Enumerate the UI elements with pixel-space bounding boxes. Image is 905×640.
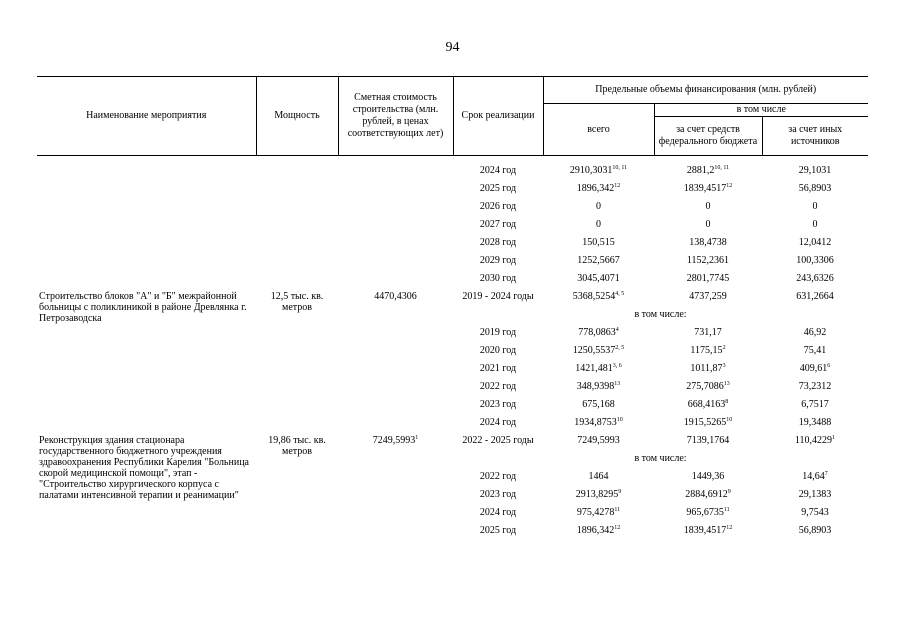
other-cell-value: 409,61	[799, 363, 828, 374]
total-cell-value: 1250,5537	[572, 345, 616, 356]
period-cell: 2019 - 2024 годы	[462, 291, 534, 302]
project-cost	[338, 288, 453, 432]
period-cell: 2025 год	[479, 525, 517, 536]
total-cell-footnote: 12	[614, 525, 621, 531]
period-cell: 2023 год	[479, 489, 517, 500]
other-cell-value: 19,3488	[798, 417, 832, 428]
table-row	[37, 432, 868, 450]
empty-cell	[37, 216, 256, 234]
other-cell-value: 75,41	[803, 345, 827, 356]
federal-cell-value: 275,7086	[686, 381, 724, 392]
empty-cell	[338, 252, 453, 270]
federal-cell-value: 1175,15	[690, 345, 723, 356]
period-cell: 2028 год	[479, 237, 517, 248]
other-cell	[762, 378, 868, 396]
total-cell-value: 1934,8753	[574, 417, 617, 428]
empty-cell	[256, 270, 338, 288]
federal-cell-value: 668,4163	[687, 399, 726, 410]
federal-cell-footnote: 3	[722, 363, 726, 369]
other-cell-value: 12,0412	[798, 237, 832, 248]
federal-cell-value: 0	[705, 219, 711, 230]
other-cell-value: 0	[812, 201, 818, 212]
other-cell-value: 29,1031	[798, 165, 832, 176]
federal-cell-value: 138,4738	[689, 237, 727, 248]
total-cell	[543, 432, 654, 450]
federal-cell-value: 1152,2361	[686, 255, 730, 266]
other-cell	[762, 414, 868, 432]
empty-cell	[256, 198, 338, 216]
period-cell: 2024 год	[479, 417, 517, 428]
empty-cell	[37, 180, 256, 198]
total-cell-footnote: 2, 5	[615, 345, 625, 351]
header-capacity: Мощность	[256, 77, 338, 156]
other-cell	[762, 342, 868, 360]
federal-cell-value: 2801,7745	[686, 273, 730, 284]
federal-cell-value: 1449,36	[691, 471, 725, 482]
total-cell-value: 1421,481	[575, 363, 613, 374]
total-cell	[543, 378, 654, 396]
empty-cell	[338, 180, 453, 198]
period-cell: 2019 год	[479, 327, 517, 338]
other-cell-value: 6,7517	[801, 399, 829, 410]
empty-cell	[256, 216, 338, 234]
other-cell	[762, 270, 868, 288]
federal-cell	[654, 360, 762, 378]
header-name: Наименование мероприятия	[37, 77, 256, 156]
federal-cell	[654, 162, 762, 180]
other-cell	[762, 324, 868, 342]
empty-cell	[256, 162, 338, 180]
project-name: Реконструкция здания стационара государственного бюджетного учреждения здравоохранения Республики Карелия "Больница скорой медицинской помощи", этап - "Строительство хирургического корпуса с палатами интенсивной терапии и реанимации"	[39, 435, 249, 501]
header-funding: Предельные объемы финансирования (млн. рублей)	[543, 77, 868, 104]
total-cell-value: 975,4278	[576, 507, 615, 518]
total-cell-value: 778,0863	[578, 327, 616, 338]
total-cell-footnote: 11	[614, 507, 621, 513]
other-cell-value: 73,2312	[798, 381, 832, 392]
total-cell-value: 1252,5667	[577, 255, 620, 266]
other-cell	[762, 432, 868, 450]
total-cell-value: 1896,342	[576, 525, 615, 536]
table-row	[37, 270, 868, 288]
federal-cell-value: 1839,4517	[683, 525, 727, 536]
period-cell: 2023 год	[479, 399, 517, 410]
header-period: Срок реализации	[453, 77, 543, 156]
period-cell: 2026 год	[479, 201, 517, 212]
total-cell-footnote: 3, 6	[612, 363, 622, 369]
header-total: всего	[543, 104, 654, 156]
other-cell-value: 56,8903	[798, 525, 832, 536]
federal-cell-value: 4737,259	[689, 291, 727, 302]
period-cell: 2024 год	[479, 507, 517, 518]
other-cell-value: 46,92	[803, 327, 827, 338]
empty-cell	[37, 270, 256, 288]
page-number: 94	[445, 40, 460, 55]
total-cell	[543, 162, 654, 180]
period-cell: 2025 год	[479, 183, 517, 194]
period-cell: 2027 год	[479, 219, 517, 230]
period-cell: 2020 год	[479, 345, 517, 356]
total-cell-footnote: 10, 11	[612, 165, 628, 171]
total-cell-value: 675,168	[582, 399, 615, 410]
period-cell: 2022 год	[479, 471, 517, 482]
other-cell-value: 110,4229	[794, 435, 833, 446]
total-cell	[543, 504, 654, 522]
other-cell	[762, 180, 868, 198]
total-cell	[543, 234, 654, 252]
total-cell-value: 1896,342	[576, 183, 615, 194]
table-body	[37, 156, 868, 541]
federal-cell-footnote: 9	[727, 489, 731, 495]
table-row	[37, 162, 868, 180]
total-cell	[543, 522, 654, 540]
project-cost-value: 4470,4306	[374, 291, 417, 302]
total-cell	[543, 180, 654, 198]
federal-cell-value: 0	[705, 201, 711, 212]
other-cell	[762, 396, 868, 414]
total-cell	[543, 486, 654, 504]
other-cell-value: 631,2664	[796, 291, 834, 302]
federal-cell-footnote: 8	[725, 399, 729, 405]
other-cell-value: 243,6326	[796, 273, 834, 284]
other-cell-value: 56,8903	[798, 183, 832, 194]
total-cell	[543, 288, 654, 306]
header-cost: Сметная стоимость строительства (млн. рублей, в ценах соответствующих лет)	[338, 77, 453, 156]
total-cell-value: 2913,8295	[575, 489, 619, 500]
other-cell-value: 9,7543	[801, 507, 829, 518]
total-cell	[543, 342, 654, 360]
federal-cell-footnote: 10, 11	[714, 165, 730, 171]
empty-cell	[37, 162, 256, 180]
empty-cell	[37, 198, 256, 216]
total-cell-footnote: 4, 5	[615, 291, 625, 297]
total-cell-footnote: 10	[616, 417, 623, 423]
federal-cell	[654, 432, 762, 450]
other-cell	[762, 162, 868, 180]
federal-cell	[654, 234, 762, 252]
federal-cell-value: 2881,2	[686, 165, 715, 176]
including-note: в том числе:	[634, 453, 687, 464]
total-cell-footnote: 13	[614, 381, 621, 387]
total-cell-footnote: 12	[614, 183, 621, 189]
total-cell	[543, 324, 654, 342]
empty-cell	[338, 270, 453, 288]
total-cell	[543, 216, 654, 234]
project-capacity: 12,5 тыс. кв. метров	[270, 291, 324, 313]
other-cell-footnote: 6	[827, 363, 831, 369]
other-cell-footnote: 1	[832, 435, 836, 441]
total-cell	[543, 414, 654, 432]
including-note: в том числе:	[634, 309, 687, 320]
financing-table	[37, 76, 868, 540]
total-cell	[543, 396, 654, 414]
empty-cell	[338, 234, 453, 252]
federal-cell-value: 731,17	[694, 327, 722, 338]
total-cell-value: 0	[596, 201, 601, 212]
total-cell-value: 3045,4071	[577, 273, 620, 284]
federal-cell	[654, 324, 762, 342]
federal-cell	[654, 252, 762, 270]
federal-cell	[654, 414, 762, 432]
total-cell-footnote: 9	[618, 489, 622, 495]
federal-cell-value: 1915,5265	[683, 417, 727, 428]
federal-cell	[654, 342, 762, 360]
empty-cell	[338, 162, 453, 180]
table-row	[37, 234, 868, 252]
federal-cell-footnote: 12	[726, 525, 733, 531]
empty-cell	[338, 198, 453, 216]
project-name: Строительство блоков "А" и "Б" межрайонной больницы с поликлиникой в районе Древлянка г. Петрозаводска	[39, 291, 247, 324]
table-row	[37, 252, 868, 270]
federal-cell	[654, 270, 762, 288]
other-cell	[762, 468, 868, 486]
federal-cell-footnote: 13	[723, 381, 730, 387]
table-row	[37, 198, 868, 216]
project-cost-footnote: 1	[415, 435, 419, 441]
project-capacity: 19,86 тыс. кв. метров	[268, 435, 326, 457]
total-cell-footnote: 4	[615, 327, 619, 333]
period-cell: 2021 год	[479, 363, 517, 374]
total-cell-value: 1464	[588, 471, 609, 482]
empty-cell	[338, 216, 453, 234]
header-federal: за счет средств федерального бюджета	[654, 117, 762, 156]
federal-cell	[654, 468, 762, 486]
project-cost	[338, 432, 453, 540]
federal-cell-footnote: 10	[726, 417, 733, 423]
other-cell	[762, 360, 868, 378]
other-cell-footnote: 7	[824, 471, 828, 477]
total-cell-value: 2910,3031	[569, 165, 613, 176]
header-including: в том числе	[654, 104, 868, 117]
total-cell-value: 150,515	[582, 237, 615, 248]
empty-cell	[256, 252, 338, 270]
period-cell: 2022 - 2025 годы	[462, 435, 534, 446]
period-cell: 2022 год	[479, 381, 517, 392]
federal-cell-footnote: 11	[723, 507, 730, 513]
other-cell-value: 100,3306	[796, 255, 834, 266]
federal-cell-value: 2884,6912	[685, 489, 728, 500]
empty-cell	[256, 234, 338, 252]
other-cell	[762, 216, 868, 234]
other-cell-value: 0	[812, 219, 818, 230]
empty-cell	[37, 252, 256, 270]
other-cell	[762, 288, 868, 306]
other-cell-value: 14,64	[802, 471, 825, 482]
federal-cell-value: 965,6735	[686, 507, 724, 518]
federal-cell-footnote: 2	[722, 345, 726, 351]
total-cell-value: 348,9398	[576, 381, 615, 392]
total-cell	[543, 360, 654, 378]
federal-cell	[654, 396, 762, 414]
other-cell	[762, 504, 868, 522]
total-cell-value: 5368,5254	[572, 291, 616, 302]
project-cost-value: 7249,5993	[372, 435, 416, 446]
federal-cell-value: 1839,4517	[683, 183, 727, 194]
period-cell: 2024 год	[479, 165, 517, 176]
federal-cell	[654, 504, 762, 522]
federal-cell	[654, 522, 762, 540]
table-row	[37, 288, 868, 306]
total-cell-value: 0	[596, 219, 601, 230]
table-header	[37, 77, 868, 156]
federal-cell	[654, 198, 762, 216]
total-cell	[543, 252, 654, 270]
total-cell	[543, 468, 654, 486]
empty-cell	[256, 180, 338, 198]
other-cell	[762, 198, 868, 216]
total-cell	[543, 198, 654, 216]
other-cell	[762, 252, 868, 270]
federal-cell-value: 1011,87	[690, 363, 723, 374]
federal-cell	[654, 216, 762, 234]
table-row	[37, 180, 868, 198]
period-cell: 2029 год	[479, 255, 517, 266]
other-cell-value: 29,1383	[798, 489, 832, 500]
federal-cell	[654, 378, 762, 396]
other-cell	[762, 234, 868, 252]
table-row	[37, 216, 868, 234]
federal-cell	[654, 486, 762, 504]
header-other: за счет иных источников	[762, 117, 868, 156]
other-cell	[762, 486, 868, 504]
total-cell-value: 7249,5993	[577, 435, 620, 446]
federal-cell-footnote: 12	[726, 183, 733, 189]
federal-cell	[654, 288, 762, 306]
total-cell	[543, 270, 654, 288]
other-cell	[762, 522, 868, 540]
empty-cell	[37, 234, 256, 252]
period-cell: 2030 год	[479, 273, 517, 284]
federal-cell	[654, 180, 762, 198]
federal-cell-value: 7139,1764	[686, 435, 730, 446]
